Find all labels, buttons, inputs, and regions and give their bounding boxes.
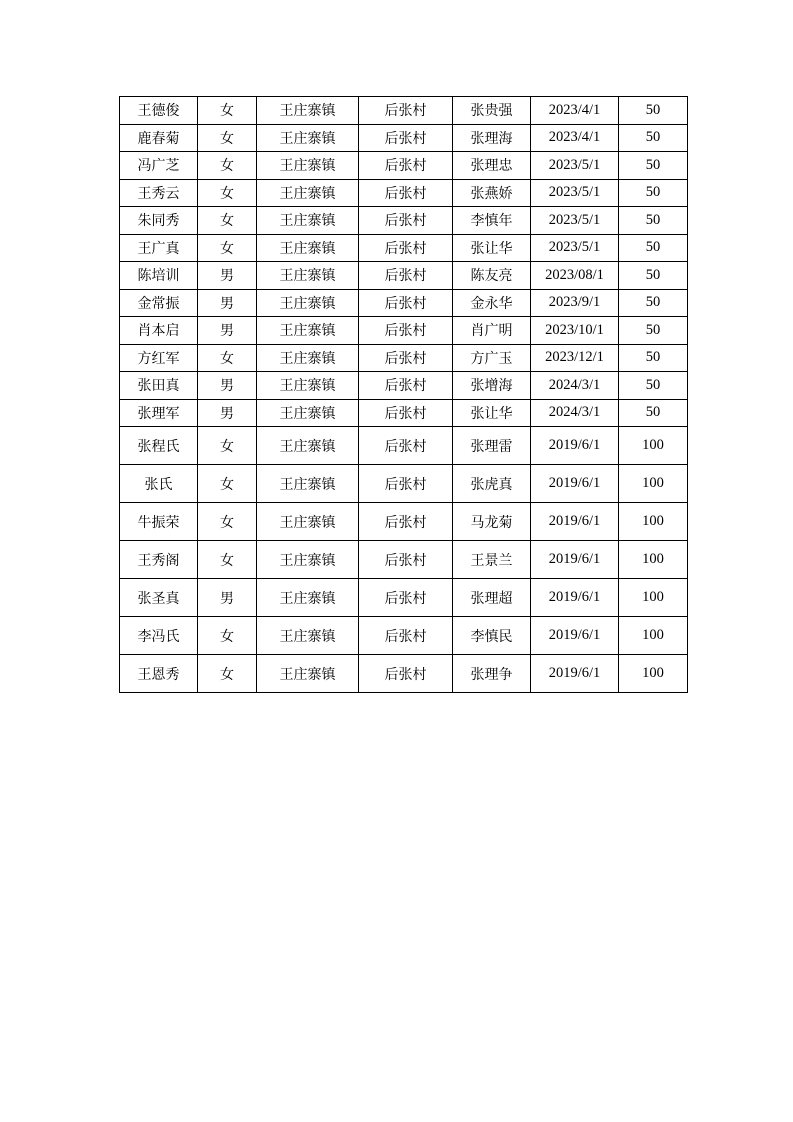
amount-cell: 50 <box>619 152 688 180</box>
name-cell: 朱同秀 <box>120 207 198 235</box>
agent-cell: 张让华 <box>453 399 531 427</box>
date-cell: 2024/3/1 <box>531 399 619 427</box>
town-cell: 王庄寨镇 <box>257 372 359 400</box>
table-row <box>120 427 688 465</box>
table-row <box>120 503 688 541</box>
table-row <box>120 372 688 400</box>
village-cell: 后张村 <box>359 207 453 235</box>
table-row <box>120 465 688 503</box>
table-row <box>120 399 688 427</box>
name-cell: 张田真 <box>120 372 198 400</box>
village-cell: 后张村 <box>359 344 453 372</box>
town-cell: 王庄寨镇 <box>257 503 359 541</box>
village-cell: 后张村 <box>359 97 453 125</box>
town-cell: 王庄寨镇 <box>257 262 359 290</box>
name-cell: 王恩秀 <box>120 655 198 693</box>
agent-cell: 张燕娇 <box>453 179 531 207</box>
village-cell: 后张村 <box>359 503 453 541</box>
date-cell: 2019/6/1 <box>531 465 619 503</box>
name-cell: 张圣真 <box>120 579 198 617</box>
village-cell: 后张村 <box>359 427 453 465</box>
amount-cell: 50 <box>619 207 688 235</box>
town-cell: 王庄寨镇 <box>257 317 359 345</box>
village-cell: 后张村 <box>359 372 453 400</box>
table-row <box>120 179 688 207</box>
name-cell: 肖本启 <box>120 317 198 345</box>
agent-cell: 李慎年 <box>453 207 531 235</box>
agent-cell: 肖广明 <box>453 317 531 345</box>
amount-cell: 100 <box>619 617 688 655</box>
table-row <box>120 344 688 372</box>
date-cell: 2023/5/1 <box>531 207 619 235</box>
gender-cell: 女 <box>198 427 257 465</box>
amount-cell: 100 <box>619 541 688 579</box>
amount-cell: 50 <box>619 234 688 262</box>
date-cell: 2019/6/1 <box>531 655 619 693</box>
town-cell: 王庄寨镇 <box>257 579 359 617</box>
gender-cell: 女 <box>198 541 257 579</box>
village-cell: 后张村 <box>359 617 453 655</box>
agent-cell: 张理争 <box>453 655 531 693</box>
table-row <box>120 579 688 617</box>
town-cell: 王庄寨镇 <box>257 617 359 655</box>
town-cell: 王庄寨镇 <box>257 465 359 503</box>
amount-cell: 50 <box>619 399 688 427</box>
agent-cell: 李慎民 <box>453 617 531 655</box>
table-row <box>120 262 688 290</box>
gender-cell: 女 <box>198 207 257 235</box>
gender-cell: 男 <box>198 579 257 617</box>
village-cell: 后张村 <box>359 124 453 152</box>
date-cell: 2023/9/1 <box>531 289 619 317</box>
village-cell: 后张村 <box>359 289 453 317</box>
amount-cell: 50 <box>619 97 688 125</box>
village-cell: 后张村 <box>359 399 453 427</box>
gender-cell: 男 <box>198 399 257 427</box>
name-cell: 方红军 <box>120 344 198 372</box>
amount-cell: 50 <box>619 179 688 207</box>
village-cell: 后张村 <box>359 262 453 290</box>
gender-cell: 女 <box>198 152 257 180</box>
table-row <box>120 541 688 579</box>
village-cell: 后张村 <box>359 541 453 579</box>
date-cell: 2023/5/1 <box>531 179 619 207</box>
date-cell: 2023/5/1 <box>531 152 619 180</box>
village-cell: 后张村 <box>359 579 453 617</box>
date-cell: 2023/10/1 <box>531 317 619 345</box>
gender-cell: 女 <box>198 344 257 372</box>
agent-cell: 张虎真 <box>453 465 531 503</box>
table-row <box>120 234 688 262</box>
agent-cell: 张增海 <box>453 372 531 400</box>
town-cell: 王庄寨镇 <box>257 399 359 427</box>
amount-cell: 100 <box>619 427 688 465</box>
name-cell: 王广真 <box>120 234 198 262</box>
agent-cell: 金永华 <box>453 289 531 317</box>
town-cell: 王庄寨镇 <box>257 541 359 579</box>
date-cell: 2019/6/1 <box>531 541 619 579</box>
agent-cell: 张理忠 <box>453 152 531 180</box>
town-cell: 王庄寨镇 <box>257 344 359 372</box>
name-cell: 牛振荣 <box>120 503 198 541</box>
name-cell: 王秀阁 <box>120 541 198 579</box>
table-row <box>120 317 688 345</box>
gender-cell: 女 <box>198 179 257 207</box>
agent-cell: 张贵强 <box>453 97 531 125</box>
name-cell: 张理军 <box>120 399 198 427</box>
date-cell: 2019/6/1 <box>531 503 619 541</box>
date-cell: 2023/4/1 <box>531 97 619 125</box>
table-row <box>120 207 688 235</box>
gender-cell: 女 <box>198 655 257 693</box>
name-cell: 张氏 <box>120 465 198 503</box>
date-cell: 2019/6/1 <box>531 427 619 465</box>
table-row <box>120 97 688 125</box>
amount-cell: 100 <box>619 465 688 503</box>
gender-cell: 女 <box>198 97 257 125</box>
amount-cell: 50 <box>619 262 688 290</box>
amount-cell: 50 <box>619 289 688 317</box>
date-cell: 2023/12/1 <box>531 344 619 372</box>
village-cell: 后张村 <box>359 234 453 262</box>
name-cell: 鹿春菊 <box>120 124 198 152</box>
agent-cell: 张理超 <box>453 579 531 617</box>
gender-cell: 男 <box>198 262 257 290</box>
agent-cell: 陈友亮 <box>453 262 531 290</box>
name-cell: 王德俊 <box>120 97 198 125</box>
amount-cell: 100 <box>619 503 688 541</box>
table-row <box>120 289 688 317</box>
name-cell: 金常振 <box>120 289 198 317</box>
town-cell: 王庄寨镇 <box>257 97 359 125</box>
amount-cell: 50 <box>619 124 688 152</box>
gender-cell: 女 <box>198 234 257 262</box>
town-cell: 王庄寨镇 <box>257 427 359 465</box>
town-cell: 王庄寨镇 <box>257 234 359 262</box>
name-cell: 王秀云 <box>120 179 198 207</box>
gender-cell: 男 <box>198 317 257 345</box>
town-cell: 王庄寨镇 <box>257 655 359 693</box>
town-cell: 王庄寨镇 <box>257 152 359 180</box>
agent-cell: 王景兰 <box>453 541 531 579</box>
table-row <box>120 124 688 152</box>
date-cell: 2023/4/1 <box>531 124 619 152</box>
date-cell: 2023/08/1 <box>531 262 619 290</box>
date-cell: 2023/5/1 <box>531 234 619 262</box>
name-cell: 张程氏 <box>120 427 198 465</box>
town-cell: 王庄寨镇 <box>257 289 359 317</box>
village-cell: 后张村 <box>359 179 453 207</box>
table-row <box>120 655 688 693</box>
date-cell: 2019/6/1 <box>531 617 619 655</box>
gender-cell: 女 <box>198 465 257 503</box>
town-cell: 王庄寨镇 <box>257 207 359 235</box>
gender-cell: 女 <box>198 124 257 152</box>
town-cell: 王庄寨镇 <box>257 179 359 207</box>
agent-cell: 张让华 <box>453 234 531 262</box>
table-row <box>120 152 688 180</box>
date-cell: 2024/3/1 <box>531 372 619 400</box>
gender-cell: 男 <box>198 289 257 317</box>
name-cell: 陈培训 <box>120 262 198 290</box>
amount-cell: 50 <box>619 317 688 345</box>
agent-cell: 张理海 <box>453 124 531 152</box>
roster-table <box>119 96 688 693</box>
town-cell: 王庄寨镇 <box>257 124 359 152</box>
name-cell: 李冯氏 <box>120 617 198 655</box>
agent-cell: 马龙菊 <box>453 503 531 541</box>
village-cell: 后张村 <box>359 655 453 693</box>
name-cell: 冯广芝 <box>120 152 198 180</box>
agent-cell: 张理雷 <box>453 427 531 465</box>
gender-cell: 女 <box>198 617 257 655</box>
village-cell: 后张村 <box>359 152 453 180</box>
amount-cell: 50 <box>619 344 688 372</box>
village-cell: 后张村 <box>359 317 453 345</box>
date-cell: 2019/6/1 <box>531 579 619 617</box>
amount-cell: 100 <box>619 579 688 617</box>
amount-cell: 100 <box>619 655 688 693</box>
village-cell: 后张村 <box>359 465 453 503</box>
amount-cell: 50 <box>619 372 688 400</box>
table-row <box>120 617 688 655</box>
gender-cell: 女 <box>198 503 257 541</box>
agent-cell: 方广玉 <box>453 344 531 372</box>
gender-cell: 男 <box>198 372 257 400</box>
